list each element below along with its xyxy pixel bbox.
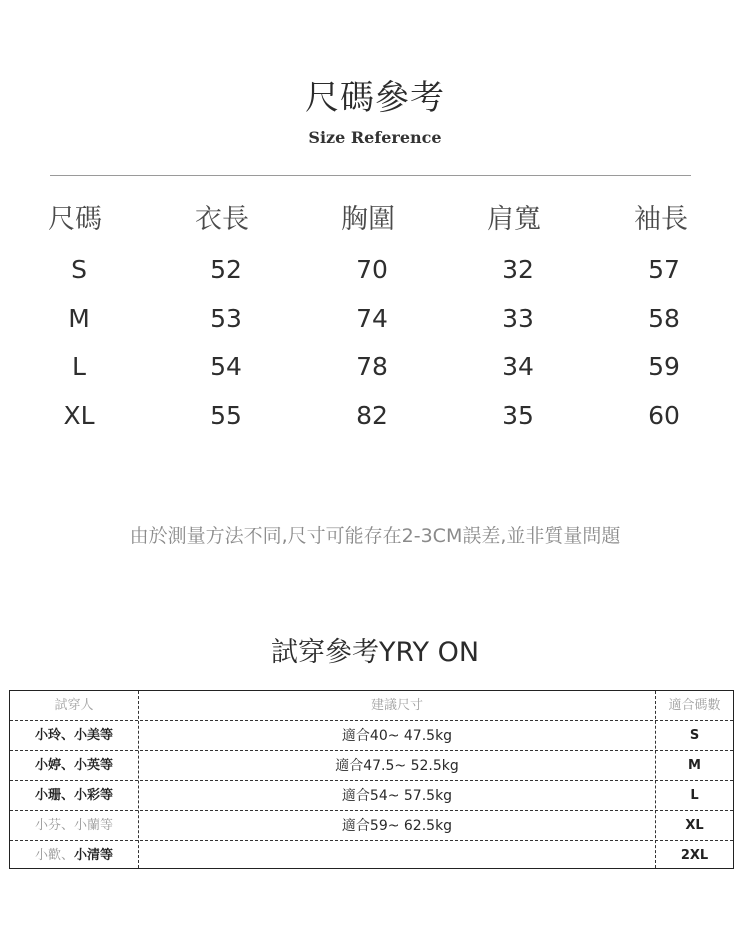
weight-suggestion: 適合40~ 47.5kg [341, 728, 453, 744]
weight-suggestion: 適合54~ 57.5kg [341, 788, 453, 804]
column-header-sleeve: 袖長 [634, 204, 688, 235]
cell-length: 52 [210, 255, 242, 284]
fit-size: XL [685, 818, 704, 833]
try-on-title: 試穿參考YRY ON [270, 637, 480, 668]
measurement-note: 由於測量方法不同,尺寸可能存在2-3CM誤差,並非質量問題 [129, 525, 621, 547]
column-header-shoulder: 肩寬 [487, 204, 541, 235]
table-row [0, 345, 750, 389]
cell-size: S [71, 255, 87, 284]
page-title: 尺碼參考 [305, 78, 445, 118]
cell-shoulder: 35 [502, 401, 534, 430]
fit-size: 2XL [680, 848, 709, 863]
column-header-size: 尺碼 [48, 204, 102, 235]
table-row [0, 297, 750, 341]
wearer-name: 小芬、小蘭等 [34, 818, 113, 833]
cell-sleeve: 59 [648, 352, 680, 381]
column-header-suggestion: 建議尺寸 [370, 698, 423, 713]
table-row [10, 781, 733, 811]
weight-suggestion: 適合47.5~ 52.5kg [335, 758, 459, 774]
wearer-name [10, 841, 138, 871]
table-row [0, 248, 750, 292]
wearer-name-part: 小清等 [74, 848, 114, 863]
cell-size: M [68, 304, 90, 333]
page-subtitle: Size Reference [308, 128, 442, 147]
wearer-name: 小玲、小美等 [34, 728, 113, 743]
cell-bust: 70 [356, 255, 388, 284]
try-on-table [9, 690, 734, 869]
column-header-length: 衣長 [195, 204, 249, 235]
cell-sleeve: 58 [648, 304, 680, 333]
cell-sleeve: 57 [648, 255, 680, 284]
divider [50, 175, 691, 176]
table-row [10, 721, 733, 751]
cell-size: L [72, 352, 86, 381]
cell-bust: 74 [356, 304, 388, 333]
column-header-wearer: 試穿人 [54, 698, 94, 713]
cell-sleeve: 60 [648, 401, 680, 430]
cell-bust: 78 [356, 352, 388, 381]
cell-shoulder: 33 [502, 304, 534, 333]
cell-shoulder: 32 [502, 255, 534, 284]
weight-suggestion [139, 841, 655, 871]
wearer-name: 小婷、小英等 [34, 758, 113, 773]
table-row [10, 751, 733, 781]
column-header-fit-size: 適合碼數 [668, 698, 721, 713]
cell-size: XL [63, 401, 95, 430]
wearer-name: 小珊、小彩等 [34, 788, 113, 803]
cell-shoulder: 34 [502, 352, 534, 381]
cell-length: 55 [210, 401, 242, 430]
column-header-bust: 胸圍 [341, 204, 395, 235]
wearer-name-part: 小歡、 [34, 848, 74, 863]
weight-suggestion: 適合59~ 62.5kg [341, 818, 453, 834]
fit-size: M [688, 758, 701, 773]
table-row [0, 394, 750, 438]
fit-size: L [690, 788, 699, 803]
cell-length: 53 [210, 304, 242, 333]
size-table-header [0, 198, 750, 242]
try-on-header [10, 691, 733, 721]
cell-bust: 82 [356, 401, 388, 430]
table-row [10, 811, 733, 841]
fit-size: S [689, 728, 700, 743]
table-row [10, 841, 733, 871]
cell-length: 54 [210, 352, 242, 381]
